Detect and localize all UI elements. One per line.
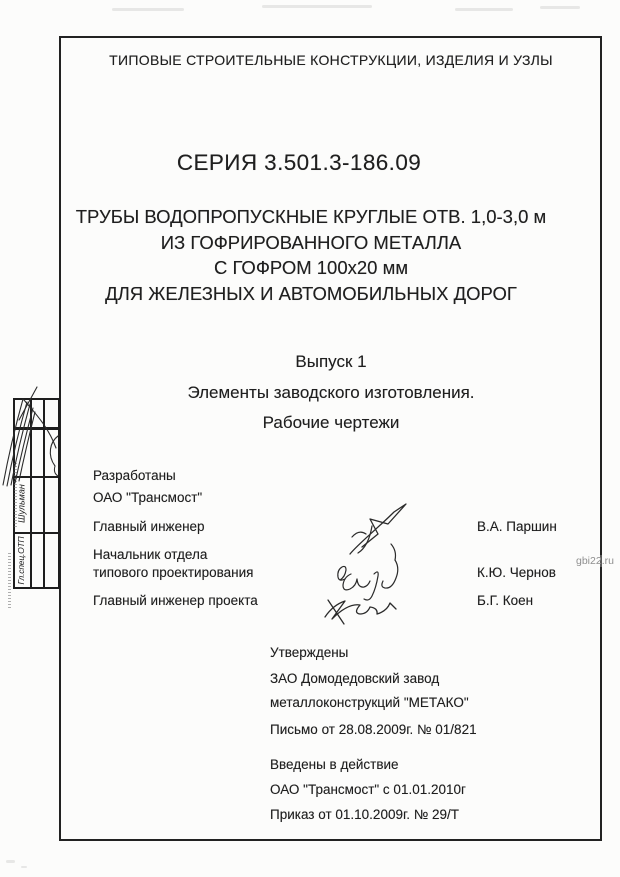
series-number: СЕРИЯ 3.501.3-186.09 bbox=[176, 150, 422, 175]
scan-smudge bbox=[21, 866, 27, 868]
stamp-microtext bbox=[8, 552, 11, 608]
scan-smudge bbox=[6, 860, 15, 863]
document-header: ТИПОВЫЕ СТРОИТЕЛЬНЫЕ КОНСТРУКЦИИ, ИЗДЕЛИЯ И УЗЛЫ bbox=[109, 52, 553, 68]
scan-smudge bbox=[112, 8, 184, 11]
enacted-line: ОАО "Трансмост" с 01.01.2010г bbox=[270, 782, 466, 797]
issue-subtitle: Элементы заводского изготовления. bbox=[187, 382, 475, 402]
stamp-microtext bbox=[14, 463, 17, 527]
document-title bbox=[60, 204, 562, 306]
signatory-name: В.А. Паршин bbox=[477, 519, 557, 534]
issue-number: Выпуск 1 bbox=[295, 352, 367, 371]
signatory-role: типового проектирования bbox=[93, 565, 254, 580]
signatory-role: Главный инженер bbox=[93, 519, 205, 534]
signatory-role: Начальник отдела bbox=[93, 547, 208, 562]
signatory-name: К.Ю. Чернов bbox=[477, 565, 556, 580]
title-line: ИЗ ГОФРИРОВАННОГО МЕТАЛЛА bbox=[160, 231, 462, 253]
approved-line: Письмо от 28.08.2009г. № 01/821 bbox=[270, 722, 477, 737]
approved-line: Утверждены bbox=[270, 645, 349, 660]
developed-label: Разработаны bbox=[93, 468, 176, 483]
enacted-line: Введены в действие bbox=[270, 757, 399, 772]
stamp-role: Гл.спец.ОТП bbox=[16, 536, 26, 585]
title-line: ТРУБЫ ВОДОПРОПУСКНЫЕ КРУГЛЫЕ ОТВ. 1,0-3,0 м bbox=[75, 206, 547, 227]
developed-org: ОАО "Трансмост" bbox=[93, 490, 203, 505]
watermark: gbi22.ru bbox=[576, 555, 614, 567]
issue-subtitle: Рабочие чертежи bbox=[262, 413, 400, 432]
signatory-role: Главный инженер проекта bbox=[93, 593, 258, 608]
signatory-name: Б.Г. Коен bbox=[477, 593, 534, 608]
title-line: ДЛЯ ЖЕЛЕЗНЫХ И АВТОМОБИЛЬНЫХ ДОРОГ bbox=[105, 282, 517, 304]
approved-line: металлоконструкций "МЕТАКО" bbox=[270, 695, 469, 710]
scan-smudge bbox=[455, 8, 513, 11]
stamp-name: Шульман bbox=[16, 484, 27, 523]
title-line: С ГОФРОМ 100х20 мм bbox=[213, 257, 409, 278]
enacted-line: Приказ от 01.10.2009г. № 29/Т bbox=[270, 807, 459, 822]
approved-line: ЗАО Домодедовский завод bbox=[270, 671, 440, 686]
scan-smudge bbox=[540, 6, 580, 9]
scan-smudge bbox=[262, 5, 372, 8]
stamp-gridline bbox=[15, 427, 58, 430]
issue-block bbox=[60, 347, 602, 439]
